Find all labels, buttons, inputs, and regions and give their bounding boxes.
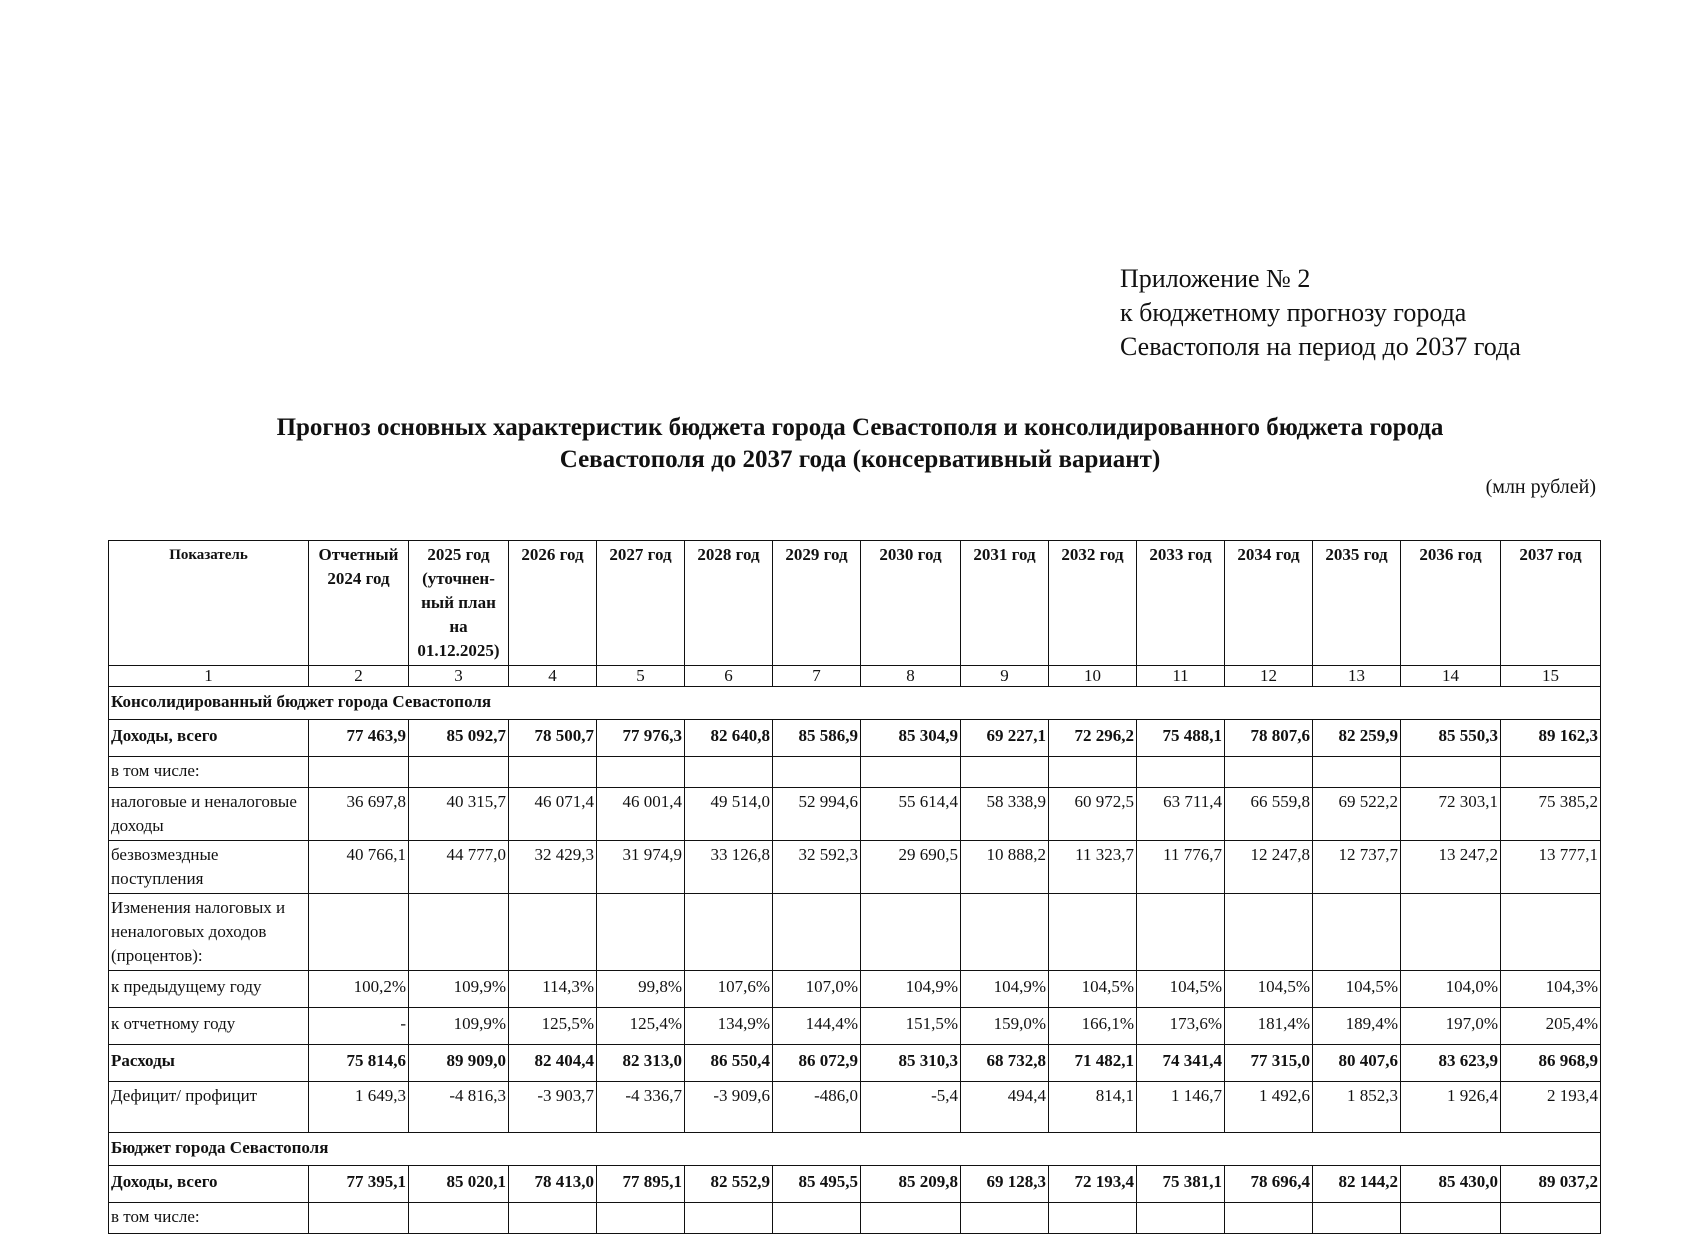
table-cell: 82 259,9: [1313, 720, 1401, 757]
table-cell: [509, 1203, 597, 1234]
table-cell: 82 313,0: [597, 1045, 685, 1082]
table-row: [109, 1045, 1601, 1082]
table-cell: 44 777,0: [409, 841, 509, 894]
table-cell: [309, 894, 409, 971]
table-row: [109, 1008, 1601, 1045]
table-cell: 29 690,5: [861, 841, 961, 894]
table-cell: 1 146,7: [1137, 1082, 1225, 1133]
row-label: Доходы, всего: [109, 1166, 309, 1203]
column-number-cell: 1: [109, 666, 309, 687]
section-header-row: [109, 1133, 1601, 1166]
table-row: [109, 1082, 1601, 1133]
table-cell: 78 413,0: [509, 1166, 597, 1203]
table-cell: 82 640,8: [685, 720, 773, 757]
column-number-cell: 11: [1137, 666, 1225, 687]
table-cell: 77 895,1: [597, 1166, 685, 1203]
column-number-cell: 13: [1313, 666, 1401, 687]
table-cell: [1049, 1203, 1137, 1234]
table-cell: [773, 1203, 861, 1234]
table-cell: 109,9%: [409, 1008, 509, 1045]
column-header: 2029 год: [773, 541, 861, 666]
column-number-row: [109, 666, 1601, 687]
table-cell: 814,1: [1049, 1082, 1137, 1133]
table-cell: 71 482,1: [1049, 1045, 1137, 1082]
section-title: Бюджет города Севастополя: [109, 1133, 1601, 1166]
table-cell: [685, 1203, 773, 1234]
table-cell: [1313, 1203, 1401, 1234]
table-cell: [1501, 757, 1601, 788]
section-header-row: [109, 687, 1601, 720]
table-cell: 60 972,5: [1049, 788, 1137, 841]
column-header: 2033 год: [1137, 541, 1225, 666]
table-cell: 32 592,3: [773, 841, 861, 894]
table-cell: 114,3%: [509, 971, 597, 1008]
table-cell: 104,5%: [1313, 971, 1401, 1008]
column-header: 2037 год: [1501, 541, 1601, 666]
table-cell: [1401, 894, 1501, 971]
table-cell: 125,5%: [509, 1008, 597, 1045]
table-cell: 89 037,2: [1501, 1166, 1601, 1203]
row-label: Изменения налоговых и неналоговых доходов (процентов):: [109, 894, 309, 971]
table-row: [109, 971, 1601, 1008]
table-cell: -3 909,6: [685, 1082, 773, 1133]
table-cell: [961, 894, 1049, 971]
table-cell: 75 814,6: [309, 1045, 409, 1082]
table-cell: 82 552,9: [685, 1166, 773, 1203]
table-cell: 36 697,8: [309, 788, 409, 841]
table-cell: 100,2%: [309, 971, 409, 1008]
table-cell: 89 909,0: [409, 1045, 509, 1082]
table-cell: 166,1%: [1049, 1008, 1137, 1045]
table-cell: -4 336,7: [597, 1082, 685, 1133]
table-row: [109, 1203, 1601, 1234]
table-cell: -5,4: [861, 1082, 961, 1133]
table-cell: 69 128,3: [961, 1166, 1049, 1203]
table-cell: 69 227,1: [961, 720, 1049, 757]
table-cell: [597, 894, 685, 971]
column-header: 2035 год: [1313, 541, 1401, 666]
table-cell: [597, 757, 685, 788]
table-cell: 181,4%: [1225, 1008, 1313, 1045]
table-cell: [1137, 894, 1225, 971]
column-header: Показатель: [109, 541, 309, 666]
table-row: [109, 720, 1601, 757]
table-row: [109, 757, 1601, 788]
table-cell: 89 162,3: [1501, 720, 1601, 757]
table-cell: -3 903,7: [509, 1082, 597, 1133]
table-cell: 151,5%: [861, 1008, 961, 1045]
table-cell: 85 020,1: [409, 1166, 509, 1203]
table-cell: 13 247,2: [1401, 841, 1501, 894]
column-number-cell: 9: [961, 666, 1049, 687]
table-cell: 125,4%: [597, 1008, 685, 1045]
table-cell: [1501, 894, 1601, 971]
column-header: Отчетный 2024 год: [309, 541, 409, 666]
appendix-line-3: Севастополя на период до 2037 года: [1120, 332, 1521, 361]
table-cell: 104,3%: [1501, 971, 1601, 1008]
table-cell: [685, 894, 773, 971]
appendix-note: [1120, 262, 1521, 364]
table-cell: [597, 1203, 685, 1234]
table-cell: 85 092,7: [409, 720, 509, 757]
column-number-cell: 5: [597, 666, 685, 687]
column-header: 2030 год: [861, 541, 961, 666]
table-cell: 69 522,2: [1313, 788, 1401, 841]
table-cell: 33 126,8: [685, 841, 773, 894]
table-cell: 173,6%: [1137, 1008, 1225, 1045]
table-cell: 68 732,8: [961, 1045, 1049, 1082]
table-cell: 85 430,0: [1401, 1166, 1501, 1203]
table-cell: 144,4%: [773, 1008, 861, 1045]
header-row: [109, 541, 1601, 666]
table-cell: [1501, 1203, 1601, 1234]
table-cell: [1225, 757, 1313, 788]
table-cell: [1401, 1203, 1501, 1234]
units-label: (млн рублей): [1485, 476, 1596, 498]
table-cell: 85 495,5: [773, 1166, 861, 1203]
table-cell: 32 429,3: [509, 841, 597, 894]
section-title: Консолидированный бюджет города Севастополя: [109, 687, 1601, 720]
table-cell: 40 766,1: [309, 841, 409, 894]
table-cell: 40 315,7: [409, 788, 509, 841]
table-cell: 82 404,4: [509, 1045, 597, 1082]
table-cell: 49 514,0: [685, 788, 773, 841]
table-cell: 197,0%: [1401, 1008, 1501, 1045]
table-cell: 11 323,7: [1049, 841, 1137, 894]
table-cell: 86 968,9: [1501, 1045, 1601, 1082]
table-cell: [773, 894, 861, 971]
table-cell: 104,5%: [1049, 971, 1137, 1008]
table-cell: 52 994,6: [773, 788, 861, 841]
budget-forecast-table: [108, 540, 1601, 1234]
table-cell: 82 144,2: [1313, 1166, 1401, 1203]
column-header: 2026 год: [509, 541, 597, 666]
table-cell: [509, 757, 597, 788]
table-cell: [1225, 894, 1313, 971]
table-cell: 12 247,8: [1225, 841, 1313, 894]
table-cell: 104,5%: [1225, 971, 1313, 1008]
table-cell: [409, 757, 509, 788]
table-cell: 80 407,6: [1313, 1045, 1401, 1082]
table-cell: 86 550,4: [685, 1045, 773, 1082]
table-cell: 78 807,6: [1225, 720, 1313, 757]
table-cell: 58 338,9: [961, 788, 1049, 841]
table-row: [109, 841, 1601, 894]
column-header: 2034 год: [1225, 541, 1313, 666]
table-cell: 78 696,4: [1225, 1166, 1313, 1203]
column-number-cell: 10: [1049, 666, 1137, 687]
table-cell: 77 976,3: [597, 720, 685, 757]
table-cell: 75 381,1: [1137, 1166, 1225, 1203]
table-cell: [309, 1203, 409, 1234]
row-label: в том числе:: [109, 757, 309, 788]
table-cell: 72 303,1: [1401, 788, 1501, 841]
table-cell: -: [309, 1008, 409, 1045]
column-number-cell: 15: [1501, 666, 1601, 687]
table-cell: 31 974,9: [597, 841, 685, 894]
table-cell: [409, 894, 509, 971]
table-cell: 109,9%: [409, 971, 509, 1008]
table-cell: 1 852,3: [1313, 1082, 1401, 1133]
table-cell: 74 341,4: [1137, 1045, 1225, 1082]
column-header: 2025 год (уточнен-ный план на 01.12.2025): [409, 541, 509, 666]
table-cell: 107,0%: [773, 971, 861, 1008]
row-label: в том числе:: [109, 1203, 309, 1234]
column-header: 2036 год: [1401, 541, 1501, 666]
table-cell: [1401, 757, 1501, 788]
table-cell: 104,5%: [1137, 971, 1225, 1008]
column-number-cell: 8: [861, 666, 961, 687]
table-cell: 77 395,1: [309, 1166, 409, 1203]
table-cell: -486,0: [773, 1082, 861, 1133]
row-label: к отчетному году: [109, 1008, 309, 1045]
table-cell: 85 304,9: [861, 720, 961, 757]
column-number-cell: 2: [309, 666, 409, 687]
table-cell: 46 001,4: [597, 788, 685, 841]
column-header: 2032 год: [1049, 541, 1137, 666]
table-row: [109, 1166, 1601, 1203]
table-cell: 78 500,7: [509, 720, 597, 757]
table-cell: 189,4%: [1313, 1008, 1401, 1045]
column-header: 2027 год: [597, 541, 685, 666]
column-number-cell: 6: [685, 666, 773, 687]
table-cell: [961, 757, 1049, 788]
table-cell: 104,0%: [1401, 971, 1501, 1008]
column-header: 2031 год: [961, 541, 1049, 666]
table-row: [109, 894, 1601, 971]
table-cell: 72 193,4: [1049, 1166, 1137, 1203]
column-number-cell: 12: [1225, 666, 1313, 687]
table-cell: 11 776,7: [1137, 841, 1225, 894]
row-label: безвозмездные поступления: [109, 841, 309, 894]
table-cell: 99,8%: [597, 971, 685, 1008]
table-cell: [861, 894, 961, 971]
table-cell: 107,6%: [685, 971, 773, 1008]
table-cell: 205,4%: [1501, 1008, 1601, 1045]
table-cell: [509, 894, 597, 971]
table-cell: 55 614,4: [861, 788, 961, 841]
table-cell: [861, 1203, 961, 1234]
title-line-1: Прогноз основных характеристик бюджета города Севастополя и консолидированного бюджета города: [276, 414, 1444, 441]
table-cell: 494,4: [961, 1082, 1049, 1133]
column-number-cell: 7: [773, 666, 861, 687]
row-label: налоговые и неналоговые доходы: [109, 788, 309, 841]
table-cell: [773, 757, 861, 788]
table-cell: 104,9%: [861, 971, 961, 1008]
table-cell: [1137, 1203, 1225, 1234]
table-cell: 104,9%: [961, 971, 1049, 1008]
row-label: Доходы, всего: [109, 720, 309, 757]
document-title: [140, 412, 1580, 476]
table-cell: [309, 757, 409, 788]
table-cell: 77 315,0: [1225, 1045, 1313, 1082]
table-cell: 72 296,2: [1049, 720, 1137, 757]
table-cell: 10 888,2: [961, 841, 1049, 894]
table-cell: -4 816,3: [409, 1082, 509, 1133]
table-cell: [861, 757, 961, 788]
column-header: 2028 год: [685, 541, 773, 666]
table-cell: 12 737,7: [1313, 841, 1401, 894]
table-cell: 77 463,9: [309, 720, 409, 757]
table-cell: 13 777,1: [1501, 841, 1601, 894]
appendix-line-2: к бюджетному прогнозу города: [1120, 298, 1467, 327]
table-cell: 2 193,4: [1501, 1082, 1601, 1133]
table-cell: 159,0%: [961, 1008, 1049, 1045]
table-cell: [1313, 894, 1401, 971]
table-cell: 85 550,3: [1401, 720, 1501, 757]
table-cell: 85 209,8: [861, 1166, 961, 1203]
table-cell: [1137, 757, 1225, 788]
table-cell: 83 623,9: [1401, 1045, 1501, 1082]
table-cell: [685, 757, 773, 788]
table-cell: 85 586,9: [773, 720, 861, 757]
table-row: [109, 788, 1601, 841]
table-cell: 46 071,4: [509, 788, 597, 841]
table-cell: 75 385,2: [1501, 788, 1601, 841]
table-cell: [961, 1203, 1049, 1234]
table-cell: 75 488,1: [1137, 720, 1225, 757]
row-label: к предыдущему году: [109, 971, 309, 1008]
row-label: Дефицит/ профицит: [109, 1082, 309, 1133]
table-cell: [409, 1203, 509, 1234]
title-line-2: Севастополя до 2037 года (консервативный вариант): [559, 446, 1161, 473]
table-cell: [1313, 757, 1401, 788]
column-number-cell: 14: [1401, 666, 1501, 687]
table-cell: [1049, 894, 1137, 971]
table-cell: 1 926,4: [1401, 1082, 1501, 1133]
table-cell: 134,9%: [685, 1008, 773, 1045]
table-cell: 1 649,3: [309, 1082, 409, 1133]
table-cell: 66 559,8: [1225, 788, 1313, 841]
row-label: Расходы: [109, 1045, 309, 1082]
column-number-cell: 4: [509, 666, 597, 687]
column-number-cell: 3: [409, 666, 509, 687]
table-cell: 63 711,4: [1137, 788, 1225, 841]
table-cell: [1225, 1203, 1313, 1234]
appendix-line-1: Приложение № 2: [1120, 264, 1311, 293]
table-cell: 86 072,9: [773, 1045, 861, 1082]
table-cell: [1049, 757, 1137, 788]
table-cell: 1 492,6: [1225, 1082, 1313, 1133]
table-cell: 85 310,3: [861, 1045, 961, 1082]
